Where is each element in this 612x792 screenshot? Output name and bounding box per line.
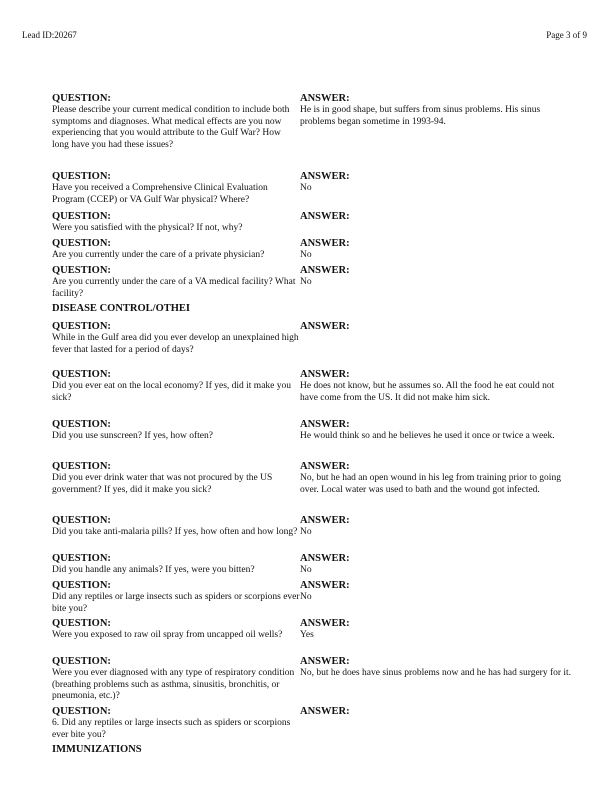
qa-row bbox=[52, 461, 572, 515]
answer-text: No bbox=[300, 277, 312, 287]
qa-row bbox=[52, 369, 572, 419]
answer-label: ANSWER: bbox=[300, 580, 350, 591]
question-label: QUESTION: bbox=[52, 553, 111, 564]
answer-cell bbox=[300, 369, 572, 419]
question-text: Are you currently under the care of a private physician? bbox=[52, 250, 265, 260]
question-cell bbox=[52, 515, 300, 553]
question-cell bbox=[52, 706, 300, 744]
answer-label: ANSWER: bbox=[300, 211, 350, 222]
answer-label: ANSWER: bbox=[300, 93, 350, 104]
question-label: QUESTION: bbox=[52, 419, 111, 430]
section-heading-immunizations: IMMUNIZATIONS bbox=[52, 744, 142, 755]
question-text: While in the Gulf area did you ever develop an unexplained high fever that lasted for a period of days? bbox=[52, 333, 299, 355]
qa-row bbox=[52, 238, 572, 265]
question-cell bbox=[52, 265, 300, 303]
question-label: QUESTION: bbox=[52, 369, 111, 380]
qa-row bbox=[52, 211, 572, 238]
question-label: QUESTION: bbox=[52, 265, 111, 276]
answer-label: ANSWER: bbox=[300, 515, 350, 526]
answer-cell bbox=[300, 580, 572, 618]
qa-row bbox=[52, 580, 572, 618]
answer-label: ANSWER: bbox=[300, 171, 350, 182]
answer-text: He would think so and he believes he used it once or twice a week. bbox=[300, 431, 555, 441]
answer-text: No, but he had an open wound in his leg from training prior to going over. Local water was used to bath and the wound got infected. bbox=[300, 473, 561, 495]
answer-label: ANSWER: bbox=[300, 369, 350, 380]
answer-cell bbox=[300, 419, 572, 461]
lead-id: Lead ID:20267 bbox=[22, 30, 77, 40]
answer-label: ANSWER: bbox=[300, 553, 350, 564]
question-label: QUESTION: bbox=[52, 461, 111, 472]
answer-label: ANSWER: bbox=[300, 265, 350, 276]
qa-row bbox=[52, 706, 572, 744]
question-cell bbox=[52, 369, 300, 419]
answer-label: ANSWER: bbox=[300, 618, 350, 629]
answer-label: ANSWER: bbox=[300, 461, 350, 472]
answer-text: No bbox=[300, 565, 312, 575]
question-cell bbox=[52, 419, 300, 461]
answer-label: ANSWER: bbox=[300, 238, 350, 249]
question-label: QUESTION: bbox=[52, 656, 111, 667]
answer-text: He is in good shape, but suffers from sinus problems. His sinus problems began sometime in 1993-94. bbox=[300, 105, 541, 127]
question-text: Are you currently under the care of a VA medical facility? What facility? bbox=[52, 277, 296, 299]
qa-row bbox=[52, 321, 572, 369]
answer-cell bbox=[300, 461, 572, 515]
qa-row bbox=[52, 515, 572, 553]
section-heading-disease-control: DISEASE CONTROL/OTHEI bbox=[52, 303, 190, 314]
answer-cell bbox=[300, 656, 572, 706]
question-cell bbox=[52, 461, 300, 515]
answer-cell bbox=[300, 211, 572, 238]
qa-row bbox=[52, 93, 572, 171]
question-text: Did any reptiles or large insects such as spiders or scorpions ever bite you? bbox=[52, 592, 300, 614]
answer-text: No bbox=[300, 183, 312, 193]
answer-cell bbox=[300, 618, 572, 656]
question-label: QUESTION: bbox=[52, 580, 111, 591]
question-cell bbox=[52, 580, 300, 618]
qa-row bbox=[52, 553, 572, 580]
question-cell bbox=[52, 553, 300, 580]
qa-content bbox=[52, 93, 572, 762]
question-text: Please describe your current medical condition to include both symptoms and diagnoses. What medical effects are you now experiencing that you would attribute to the Gulf War? How long have you had these issues? bbox=[52, 105, 290, 150]
question-label: QUESTION: bbox=[52, 706, 111, 717]
question-cell bbox=[52, 618, 300, 656]
question-text: Did you ever drink water that was not procured by the US government? If yes, did it make you sick? bbox=[52, 473, 273, 495]
question-label: QUESTION: bbox=[52, 618, 111, 629]
answer-cell bbox=[300, 171, 572, 211]
answer-text: Yes bbox=[300, 630, 314, 640]
question-cell bbox=[52, 321, 300, 369]
answer-label: ANSWER: bbox=[300, 656, 350, 667]
question-cell bbox=[52, 211, 300, 238]
question-label: QUESTION: bbox=[52, 515, 111, 526]
answer-text: No bbox=[300, 592, 312, 602]
answer-label: ANSWER: bbox=[300, 419, 350, 430]
question-cell bbox=[52, 656, 300, 706]
qa-row bbox=[52, 171, 572, 211]
question-cell bbox=[52, 238, 300, 265]
qa-row bbox=[52, 656, 572, 706]
answer-cell bbox=[300, 706, 572, 744]
question-label: QUESTION: bbox=[52, 171, 111, 182]
answer-cell bbox=[300, 265, 572, 303]
qa-row bbox=[52, 265, 572, 303]
question-cell bbox=[52, 171, 300, 211]
answer-cell bbox=[300, 238, 572, 265]
answer-cell bbox=[300, 321, 572, 369]
question-text: Were you exposed to raw oil spray from uncapped oil wells? bbox=[52, 630, 283, 640]
qa-row bbox=[52, 618, 572, 656]
answer-label: ANSWER: bbox=[300, 321, 350, 332]
page-number: Page 3 of 9 bbox=[546, 30, 587, 40]
answer-label: ANSWER: bbox=[300, 706, 350, 717]
question-text: 6. Did any reptiles or large insects such as spiders or scorpions ever bite you? bbox=[52, 718, 291, 740]
answer-text: He does not know, but he assumes so. All the food he eat could not have come from the US. It did not make him sick. bbox=[300, 381, 555, 403]
answer-cell bbox=[300, 553, 572, 580]
qa-row bbox=[52, 419, 572, 461]
question-text: Did you use sunscreen? If yes, how often? bbox=[52, 431, 213, 441]
answer-text: No bbox=[300, 527, 312, 537]
question-label: QUESTION: bbox=[52, 238, 111, 249]
answer-text: No, but he does have sinus problems now and he has had surgery for it. bbox=[300, 668, 572, 678]
question-text: Were you satisfied with the physical? If not, why? bbox=[52, 223, 243, 233]
question-text: Have you received a Comprehensive Clinical Evaluation Program (CCEP) or VA Gulf War physical? Where? bbox=[52, 183, 268, 205]
question-label: QUESTION: bbox=[52, 321, 111, 332]
answer-text: No bbox=[300, 250, 312, 260]
question-label: QUESTION: bbox=[52, 211, 111, 222]
question-cell bbox=[52, 93, 300, 171]
question-text: Did you take anti-malaria pills? If yes, how often and how long? bbox=[52, 527, 298, 537]
answer-cell bbox=[300, 93, 572, 171]
question-text: Were you ever diagnosed with any type of respiratory condition (breathing problems such as asthma, sinusitis, bronchitis, or pneumonia, etc.)? bbox=[52, 668, 295, 701]
question-text: Did you ever eat on the local economy? If yes, did it make you sick? bbox=[52, 381, 292, 403]
question-label: QUESTION: bbox=[52, 93, 111, 104]
question-text: Did you handle any animals? If yes, were you bitten? bbox=[52, 565, 255, 575]
answer-cell bbox=[300, 515, 572, 553]
